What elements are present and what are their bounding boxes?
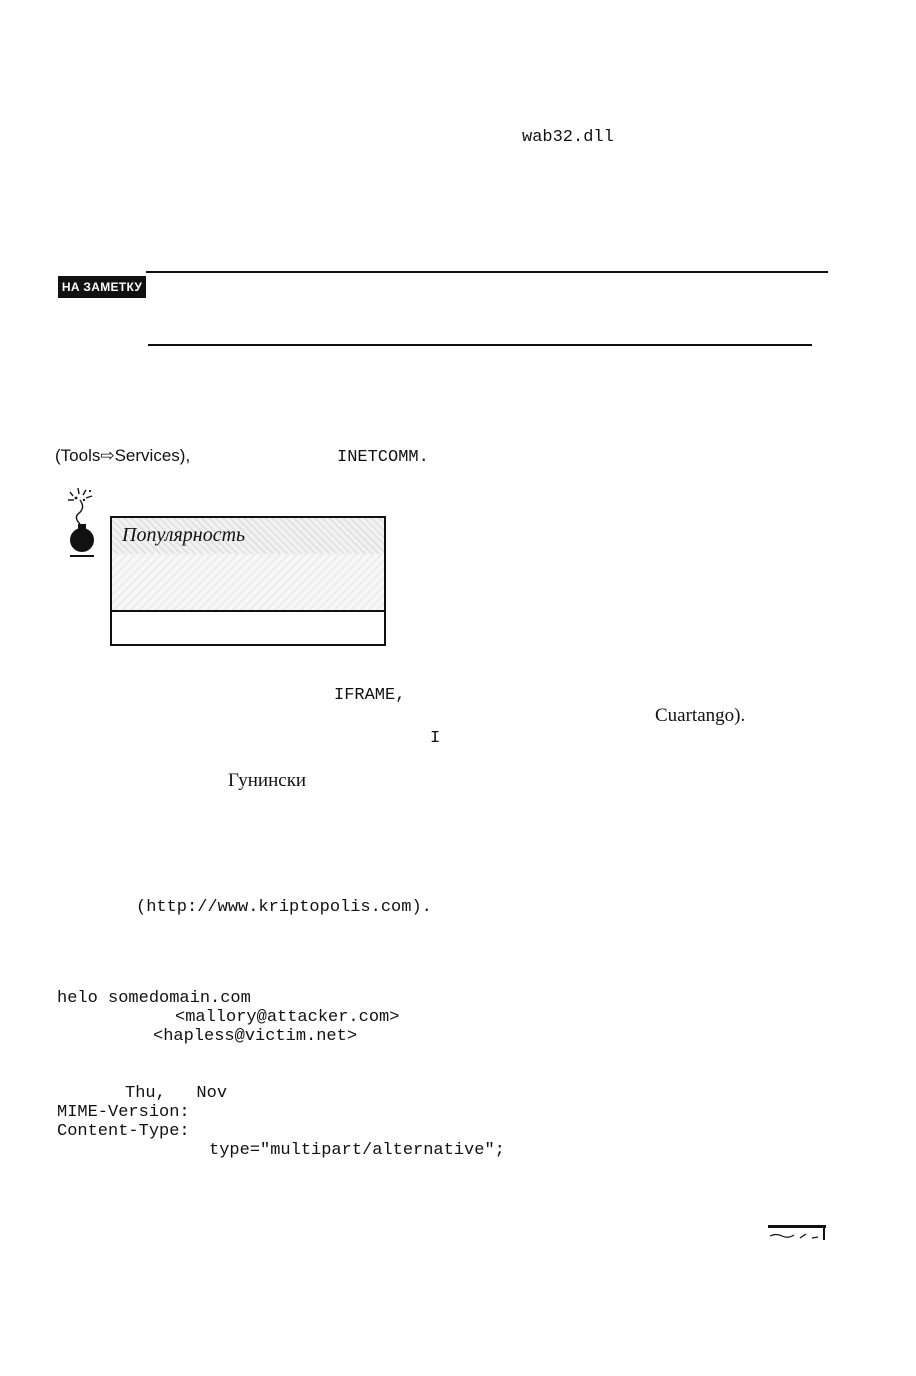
code-line-mime-version: MIME-Version: <box>57 1103 190 1122</box>
cuartango-name: Cuartango). <box>655 705 746 726</box>
code-line-rcpt-to: <hapless@victim.net> <box>153 1027 358 1046</box>
note-bottom-rule <box>148 344 812 346</box>
bomb-icon <box>64 486 104 558</box>
code-line-mail-from: <mallory@attacker.com> <box>175 1008 400 1027</box>
note-top-rule <box>146 271 828 273</box>
guninski-name: Гунински <box>228 770 307 791</box>
table-divider <box>112 610 384 612</box>
page-corner-mark <box>766 1222 828 1242</box>
inetcomm-component: INETCOMM. <box>337 448 429 467</box>
dll-name: wab32.dll <box>522 128 614 147</box>
rating-row <box>112 554 384 610</box>
popularity-label: Популярность <box>122 524 246 546</box>
popularity-row <box>112 518 384 554</box>
note-badge: НА ЗАМЕТКУ <box>58 276 146 298</box>
kriptopolis-url: (http://www.kriptopolis.com). <box>136 898 432 917</box>
code-line-date: Thu, Nov <box>125 1084 228 1103</box>
risk-rating-table <box>110 516 386 646</box>
tools-menu-path: (Tools⇨Services), <box>55 446 191 465</box>
code-line-helo: helo somedomain.com <box>57 989 251 1008</box>
code-line-content-type: Content-Type: <box>57 1122 190 1141</box>
code-line-type: type="multipart/alternative"; <box>209 1141 505 1160</box>
cursor-glyph: I <box>430 729 441 748</box>
iframe-term: IFRAME, <box>334 686 406 705</box>
